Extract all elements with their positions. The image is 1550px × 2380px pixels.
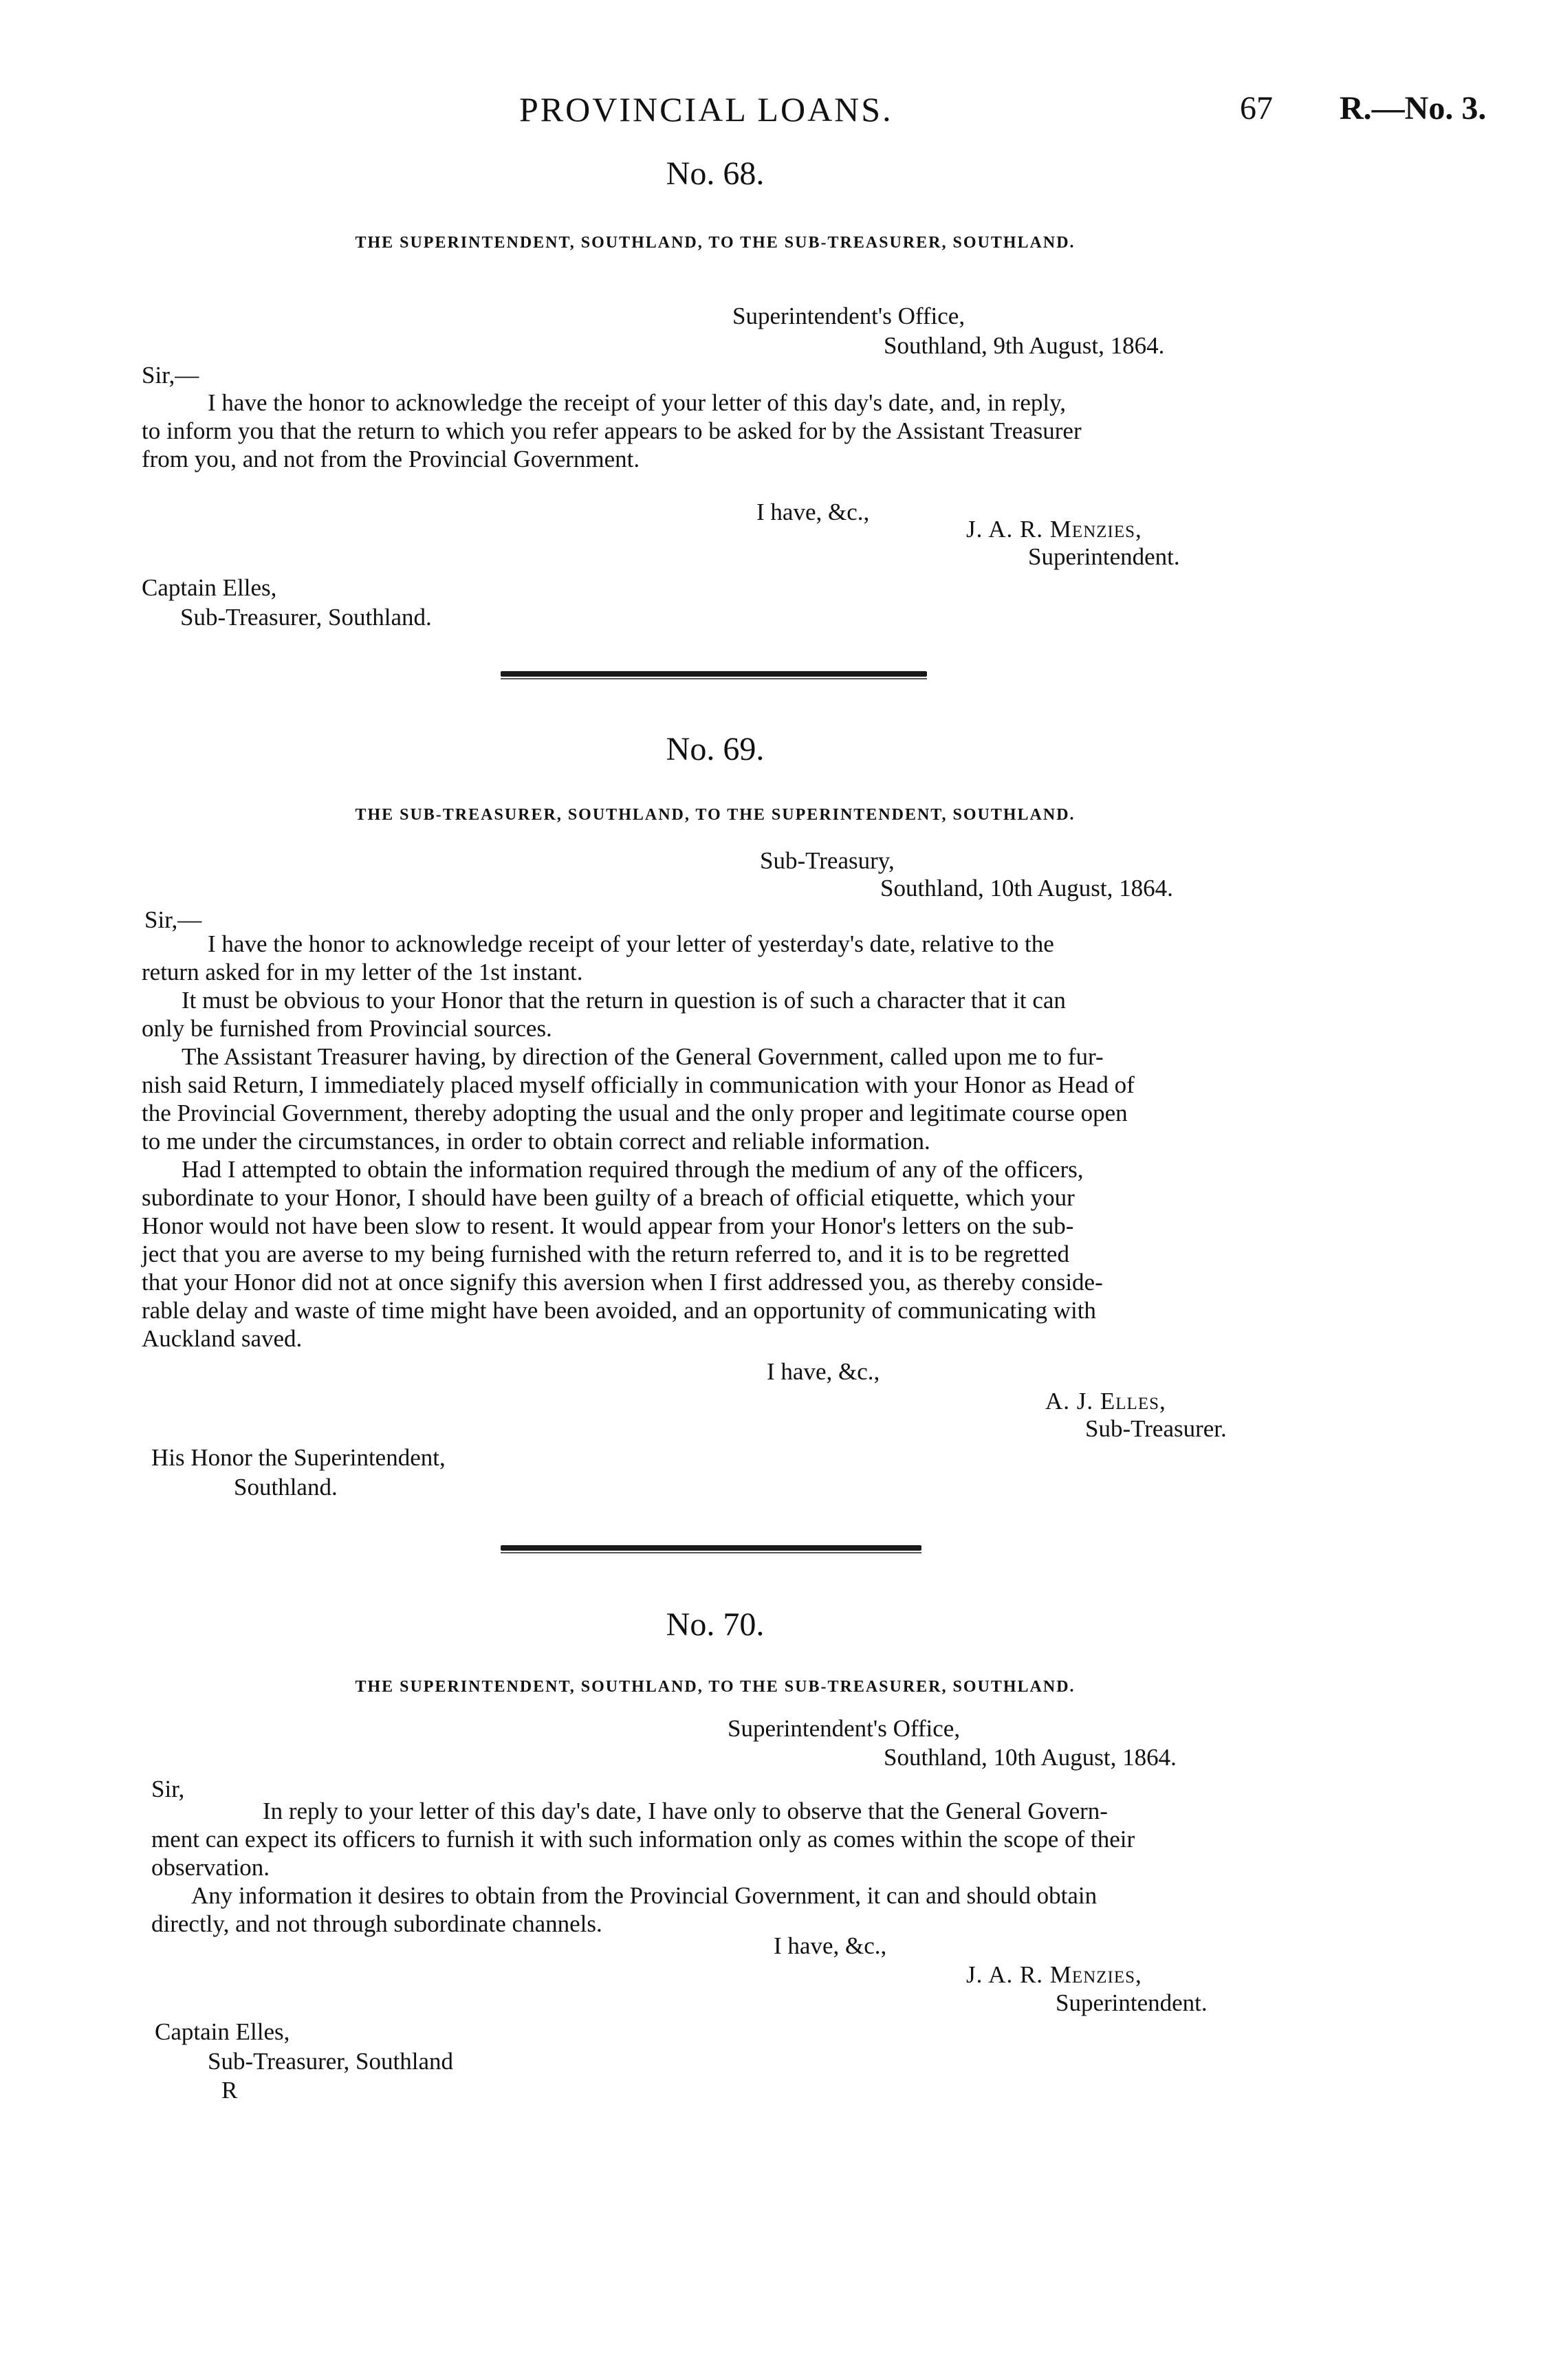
body-line: It must be obvious to your Honor that the return in question is of such a character that it can [182, 987, 1066, 1014]
letter-number: No. 69. [666, 731, 765, 767]
letter-number: No. 68. [666, 155, 765, 192]
body-line: directly, and not through subordinate channels. [151, 1910, 602, 1937]
letter-body [142, 930, 1276, 1353]
body-line: to inform you that the return to which you refer appears to be asked for by the Assistant Treasurer [142, 417, 1082, 444]
letter-heading: THE SUPERINTENDENT, SOUTHLAND, TO THE SUB-TREASURER, SOUTHLAND. [355, 1678, 1076, 1696]
addressee-line-2: Southland. [234, 1474, 338, 1500]
body-line: Honor would not have been slow to resent. It would appear from your Honor's letters on the sub- [142, 1212, 1074, 1239]
addressee-line-1: Captain Elles, [142, 574, 277, 601]
body-line: rable delay and waste of time might have been avoided, and an opportunity of communicating with [142, 1297, 1096, 1324]
addressee-line-1: Captain Elles, [155, 2018, 290, 2045]
section-divider [501, 1545, 921, 1551]
from-line-2: Southland, 10th August, 1864. [884, 1744, 1177, 1771]
paper-reference: R.—No. 3. [1340, 90, 1487, 127]
letter-body [142, 389, 1276, 473]
body-line: that your Honor did not at once signify this aversion when I first addressed you, as thereby conside- [142, 1269, 1103, 1296]
addressee-line-1: His Honor the Superintendent, [151, 1444, 446, 1471]
body-line: observation. [151, 1854, 270, 1881]
footer-mark: R [221, 2077, 238, 2104]
letter-heading: THE SUPERINTENDENT, SOUTHLAND, TO THE SUB-TREASURER, SOUTHLAND. [355, 234, 1076, 252]
closing: I have, &c., [767, 1358, 880, 1385]
running-title: PROVINCIAL LOANS. [519, 90, 893, 129]
body-line: I have the honor to acknowledge receipt of your letter of yesterday's date, relative to the [208, 930, 1054, 957]
signer-title: Superintendent. [1028, 543, 1180, 570]
letter-heading: THE SUB-TREASURER, SOUTHLAND, TO THE SUPERINTENDENT, SOUTHLAND. [355, 806, 1076, 824]
body-line: Had I attempted to obtain the information required through the medium of any of the officers, [182, 1156, 1084, 1183]
signer-name: J. A. R. Menzies, [966, 1961, 1142, 1988]
body-line: ment can expect its officers to furnish it with such information only as comes within the scope of their [151, 1826, 1135, 1853]
page-number: 67 [1240, 90, 1273, 127]
from-line-1: Superintendent's Office, [732, 303, 965, 329]
signer-name: J. A. R. Menzies, [966, 516, 1142, 543]
body-line: the Provincial Government, thereby adopting the usual and the only proper and legitimate course open [142, 1100, 1128, 1126]
body-line: return asked for in my letter of the 1st instant. [142, 959, 583, 985]
signer-name: A. J. Elles, [1045, 1388, 1166, 1415]
salutation: Sir,— [144, 906, 202, 933]
addressee-line-2: Sub-Treasurer, Southland [208, 2048, 454, 2075]
addressee-line-2: Sub-Treasurer, Southland. [180, 604, 432, 631]
body-line: Auckland saved. [142, 1325, 303, 1352]
letter-body [151, 1797, 1279, 1938]
body-line: I have the honor to acknowledge the receipt of your letter of this day's date, and, in reply, [208, 389, 1067, 416]
closing: I have, &c., [756, 499, 870, 525]
body-line: only be furnished from Provincial sources. [142, 1015, 552, 1042]
body-line: to me under the circumstances, in order to obtain correct and reliable information. [142, 1128, 930, 1155]
body-line: nish said Return, I immediately placed myself officially in communication with your Honor as Head of [142, 1071, 1135, 1098]
from-line-2: Southland, 10th August, 1864. [880, 875, 1173, 902]
body-line: The Assistant Treasurer having, by direction of the General Government, called upon me to fur- [182, 1043, 1104, 1070]
body-line: ject that you are averse to my being furnished with the return referred to, and it is to be regretted [142, 1241, 1069, 1267]
body-line: In reply to your letter of this day's date, I have only to observe that the General Govern- [263, 1798, 1108, 1824]
closing: I have, &c., [774, 1932, 887, 1959]
salutation: Sir, [151, 1776, 185, 1802]
from-line-2: Southland, 9th August, 1864. [884, 332, 1165, 359]
letter-number: No. 70. [666, 1606, 765, 1643]
body-line: from you, and not from the Provincial Government. [142, 446, 640, 472]
body-line: subordinate to your Honor, I should have been guilty of a breach of official etiquette, which your [142, 1184, 1075, 1211]
from-line-1: Sub-Treasury, [760, 847, 895, 874]
signer-title: Sub-Treasurer. [1085, 1415, 1227, 1442]
body-line: Any information it desires to obtain from the Provincial Government, it can and should obtain [191, 1882, 1098, 1909]
salutation: Sir,— [142, 362, 199, 389]
page-header [0, 89, 1550, 144]
from-line-1: Superintendent's Office, [728, 1715, 961, 1742]
section-divider [501, 671, 927, 677]
signer-title: Superintendent. [1056, 1989, 1208, 2016]
